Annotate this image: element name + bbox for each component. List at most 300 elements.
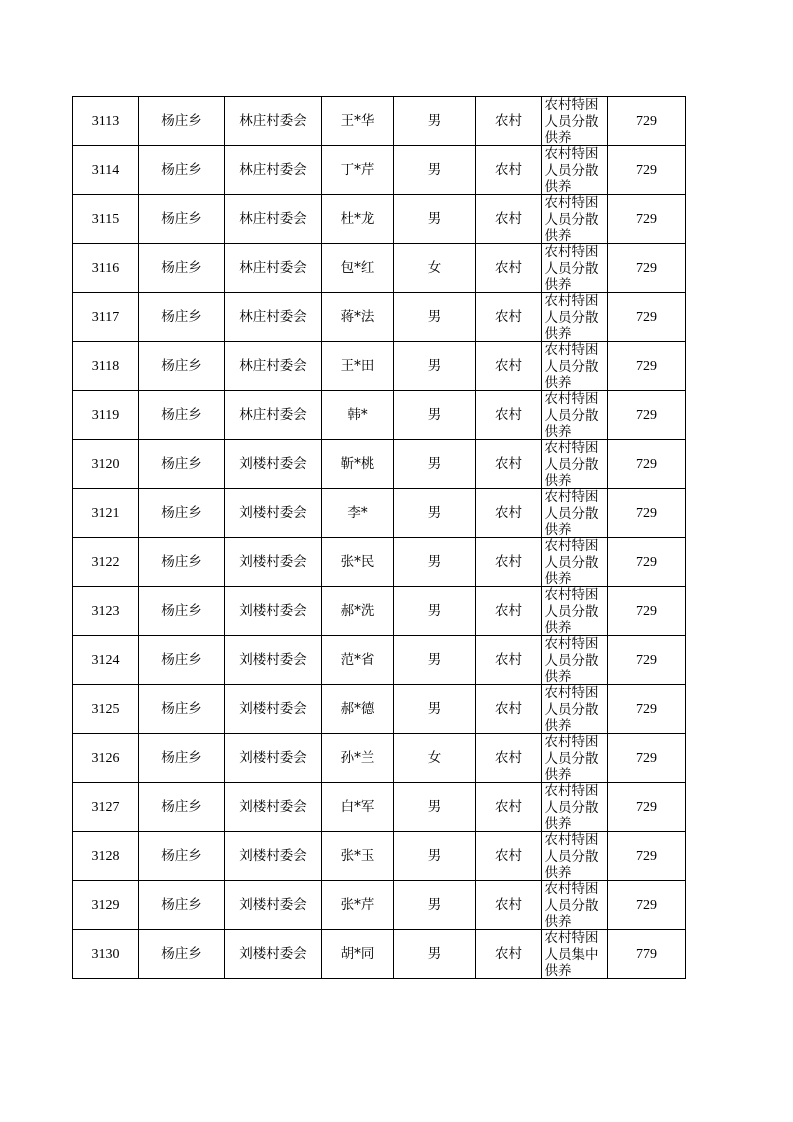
cell-gender-text: 男 — [427, 162, 442, 178]
cell-amount — [608, 832, 686, 881]
cell-amount-text: 729 — [636, 554, 657, 570]
cell-name-text: 范*省 — [340, 652, 375, 668]
cell-township — [139, 685, 225, 734]
cell-village — [225, 391, 322, 440]
table-row — [73, 930, 686, 979]
cell-village — [225, 685, 322, 734]
cell-township — [139, 636, 225, 685]
cell-village — [225, 832, 322, 881]
category-text: 农村特困人员分散供养 — [544, 685, 599, 732]
cell-village — [225, 930, 322, 979]
cell-amount — [608, 685, 686, 734]
table-row — [73, 832, 686, 881]
category-text: 农村特困人员分散供养 — [544, 244, 599, 291]
cell-amount — [608, 783, 686, 832]
category-text: 农村特困人员分散供养 — [544, 146, 599, 193]
cell-village-text: 刘楼村委会 — [239, 603, 307, 619]
cell-name — [322, 391, 394, 440]
cell-id-text: 3115 — [91, 211, 120, 227]
cell-category — [542, 587, 608, 636]
cell-amount-text: 729 — [636, 162, 657, 178]
cell-id — [73, 489, 139, 538]
cell-area-text: 农村 — [495, 113, 522, 129]
cell-name — [322, 244, 394, 293]
cell-village-text: 林庄村委会 — [239, 113, 307, 129]
cell-name-text: 蒋*法 — [340, 309, 375, 325]
cell-category — [542, 440, 608, 489]
cell-village-text: 刘楼村委会 — [239, 799, 307, 815]
table-row — [73, 440, 686, 489]
cell-id-text: 3113 — [91, 113, 120, 129]
cell-id — [73, 734, 139, 783]
cell-name-text: 李* — [347, 505, 368, 521]
cell-name-text: 杜*龙 — [340, 211, 375, 227]
cell-amount-text: 729 — [636, 848, 657, 864]
cell-township-text: 杨庄乡 — [161, 848, 202, 864]
cell-gender — [394, 342, 476, 391]
cell-area-text: 农村 — [495, 750, 522, 766]
cell-village — [225, 636, 322, 685]
cell-village — [225, 244, 322, 293]
cell-area — [476, 97, 542, 146]
cell-name-text: 郝*洗 — [340, 603, 375, 619]
cell-gender — [394, 734, 476, 783]
cell-township — [139, 832, 225, 881]
cell-id — [73, 538, 139, 587]
cell-village-text: 林庄村委会 — [239, 260, 307, 276]
cell-name-text: 丁*芹 — [340, 162, 375, 178]
cell-gender-text: 男 — [427, 799, 442, 815]
cell-village — [225, 440, 322, 489]
table-row — [73, 293, 686, 342]
cell-gender — [394, 293, 476, 342]
cell-name — [322, 587, 394, 636]
cell-township — [139, 783, 225, 832]
cell-township-text: 杨庄乡 — [161, 113, 202, 129]
cell-id — [73, 195, 139, 244]
cell-township — [139, 244, 225, 293]
cell-category — [542, 930, 608, 979]
cell-area — [476, 146, 542, 195]
cell-area-text: 农村 — [495, 309, 522, 325]
cell-township-text: 杨庄乡 — [161, 358, 202, 374]
cell-area-text: 农村 — [495, 701, 522, 717]
cell-gender — [394, 881, 476, 930]
cell-name-text: 韩* — [347, 407, 368, 423]
cell-gender-text: 男 — [427, 407, 442, 423]
cell-id-text: 3119 — [91, 407, 120, 423]
cell-area — [476, 440, 542, 489]
cell-name — [322, 930, 394, 979]
cell-village-text: 林庄村委会 — [239, 309, 307, 325]
cell-name-text: 靳*桃 — [340, 456, 375, 472]
cell-name-text: 王*田 — [340, 358, 375, 374]
cell-amount-text: 729 — [636, 407, 657, 423]
cell-category — [542, 636, 608, 685]
category-text: 农村特困人员分散供养 — [544, 734, 599, 781]
table-row — [73, 734, 686, 783]
cell-id — [73, 930, 139, 979]
cell-village — [225, 293, 322, 342]
cell-id-text: 3121 — [91, 505, 120, 521]
cell-category — [542, 293, 608, 342]
category-text: 农村特困人员分散供养 — [544, 538, 599, 585]
cell-amount-text: 779 — [636, 946, 657, 962]
cell-area — [476, 244, 542, 293]
cell-amount — [608, 342, 686, 391]
table-row — [73, 636, 686, 685]
cell-area — [476, 489, 542, 538]
table-row — [73, 489, 686, 538]
cell-village — [225, 783, 322, 832]
cell-township-text: 杨庄乡 — [161, 946, 202, 962]
cell-name — [322, 636, 394, 685]
table-row — [73, 342, 686, 391]
category-text: 农村特困人员分散供养 — [544, 293, 599, 340]
cell-township — [139, 195, 225, 244]
cell-area — [476, 587, 542, 636]
cell-gender — [394, 391, 476, 440]
cell-id — [73, 783, 139, 832]
cell-name — [322, 97, 394, 146]
cell-gender-text: 女 — [427, 750, 442, 766]
cell-name-text: 胡*同 — [340, 946, 375, 962]
cell-amount-text: 729 — [636, 113, 657, 129]
cell-amount-text: 729 — [636, 652, 657, 668]
cell-id-text: 3130 — [91, 946, 120, 962]
cell-village — [225, 489, 322, 538]
cell-township-text: 杨庄乡 — [161, 603, 202, 619]
cell-area — [476, 930, 542, 979]
cell-village-text: 林庄村委会 — [239, 211, 307, 227]
cell-township-text: 杨庄乡 — [161, 652, 202, 668]
cell-name — [322, 734, 394, 783]
cell-gender-text: 女 — [427, 260, 442, 276]
cell-name-text: 张*芹 — [340, 897, 375, 913]
cell-name-text: 白*军 — [340, 799, 375, 815]
cell-gender-text: 男 — [427, 554, 442, 570]
cell-area — [476, 734, 542, 783]
cell-category — [542, 685, 608, 734]
cell-amount-text: 729 — [636, 603, 657, 619]
cell-id — [73, 881, 139, 930]
category-text: 农村特困人员分散供养 — [544, 587, 599, 634]
cell-area-text: 农村 — [495, 260, 522, 276]
category-text: 农村特困人员分散供养 — [544, 832, 599, 879]
cell-name — [322, 440, 394, 489]
cell-name — [322, 685, 394, 734]
cell-category — [542, 881, 608, 930]
cell-township-text: 杨庄乡 — [161, 799, 202, 815]
cell-amount-text: 729 — [636, 701, 657, 717]
cell-id-text: 3116 — [91, 260, 120, 276]
cell-township-text: 杨庄乡 — [161, 309, 202, 325]
records-table — [72, 96, 686, 979]
category-text: 农村特困人员分散供养 — [544, 391, 599, 438]
cell-amount-text: 729 — [636, 897, 657, 913]
cell-village-text: 林庄村委会 — [239, 358, 307, 374]
cell-id — [73, 636, 139, 685]
cell-township-text: 杨庄乡 — [161, 897, 202, 913]
cell-amount — [608, 97, 686, 146]
cell-area-text: 农村 — [495, 554, 522, 570]
cell-id — [73, 342, 139, 391]
cell-id — [73, 685, 139, 734]
cell-gender — [394, 97, 476, 146]
cell-category — [542, 97, 608, 146]
category-text: 农村特困人员分散供养 — [544, 636, 599, 683]
cell-amount — [608, 489, 686, 538]
cell-village-text: 刘楼村委会 — [239, 848, 307, 864]
cell-amount — [608, 391, 686, 440]
cell-amount — [608, 587, 686, 636]
table-row — [73, 685, 686, 734]
table-row — [73, 881, 686, 930]
cell-name-text: 张*民 — [340, 554, 375, 570]
cell-gender — [394, 832, 476, 881]
cell-area — [476, 342, 542, 391]
cell-gender-text: 男 — [427, 652, 442, 668]
cell-township — [139, 881, 225, 930]
cell-id — [73, 97, 139, 146]
cell-gender-text: 男 — [427, 211, 442, 227]
cell-area-text: 农村 — [495, 162, 522, 178]
cell-name-text: 张*玉 — [340, 848, 375, 864]
cell-amount — [608, 538, 686, 587]
cell-village — [225, 538, 322, 587]
cell-township — [139, 734, 225, 783]
cell-township-text: 杨庄乡 — [161, 554, 202, 570]
cell-id-text: 3120 — [91, 456, 120, 472]
cell-id-text: 3123 — [91, 603, 120, 619]
cell-gender — [394, 538, 476, 587]
cell-gender-text: 男 — [427, 897, 442, 913]
cell-township-text: 杨庄乡 — [161, 505, 202, 521]
cell-amount-text: 729 — [636, 505, 657, 521]
cell-gender-text: 男 — [427, 505, 442, 521]
cell-area-text: 农村 — [495, 652, 522, 668]
cell-name-text: 孙*兰 — [340, 750, 375, 766]
cell-name — [322, 832, 394, 881]
cell-area-text: 农村 — [495, 211, 522, 227]
cell-township — [139, 97, 225, 146]
cell-category — [542, 146, 608, 195]
cell-category — [542, 342, 608, 391]
cell-township-text: 杨庄乡 — [161, 211, 202, 227]
cell-gender — [394, 440, 476, 489]
cell-category — [542, 195, 608, 244]
cell-gender — [394, 783, 476, 832]
category-text: 农村特困人员分散供养 — [544, 489, 599, 536]
cell-id-text: 3117 — [91, 309, 120, 325]
cell-name — [322, 342, 394, 391]
cell-name-text: 王*华 — [340, 113, 375, 129]
cell-gender — [394, 587, 476, 636]
cell-gender — [394, 489, 476, 538]
cell-id-text: 3127 — [91, 799, 120, 815]
cell-name — [322, 881, 394, 930]
records-body — [73, 97, 686, 979]
cell-area — [476, 636, 542, 685]
cell-gender-text: 男 — [427, 946, 442, 962]
cell-id-text: 3126 — [91, 750, 120, 766]
cell-id — [73, 587, 139, 636]
cell-village — [225, 342, 322, 391]
cell-township-text: 杨庄乡 — [161, 407, 202, 423]
cell-amount — [608, 293, 686, 342]
cell-village — [225, 146, 322, 195]
category-text: 农村特困人员分散供养 — [544, 342, 599, 389]
cell-gender-text: 男 — [427, 358, 442, 374]
cell-category — [542, 538, 608, 587]
table-row — [73, 146, 686, 195]
cell-township — [139, 489, 225, 538]
cell-area-text: 农村 — [495, 505, 522, 521]
cell-township-text: 杨庄乡 — [161, 701, 202, 717]
table-row — [73, 391, 686, 440]
cell-area — [476, 391, 542, 440]
cell-id-text: 3125 — [91, 701, 120, 717]
category-text: 农村特困人员集中供养 — [544, 930, 599, 977]
cell-area-text: 农村 — [495, 799, 522, 815]
cell-amount — [608, 244, 686, 293]
cell-township — [139, 293, 225, 342]
table-row — [73, 587, 686, 636]
cell-gender-text: 男 — [427, 848, 442, 864]
cell-gender — [394, 195, 476, 244]
cell-amount-text: 729 — [636, 260, 657, 276]
cell-village — [225, 734, 322, 783]
cell-category — [542, 832, 608, 881]
cell-name — [322, 293, 394, 342]
cell-township — [139, 440, 225, 489]
cell-area-text: 农村 — [495, 407, 522, 423]
category-text: 农村特困人员分散供养 — [544, 195, 599, 242]
cell-area-text: 农村 — [495, 603, 522, 619]
cell-name — [322, 195, 394, 244]
cell-gender — [394, 930, 476, 979]
cell-village-text: 刘楼村委会 — [239, 750, 307, 766]
cell-village — [225, 587, 322, 636]
cell-id — [73, 440, 139, 489]
category-text: 农村特困人员分散供养 — [544, 881, 599, 928]
cell-township — [139, 342, 225, 391]
cell-village-text: 刘楼村委会 — [239, 505, 307, 521]
cell-gender — [394, 244, 476, 293]
cell-gender — [394, 685, 476, 734]
cell-amount-text: 729 — [636, 750, 657, 766]
cell-township-text: 杨庄乡 — [161, 456, 202, 472]
cell-village-text: 刘楼村委会 — [239, 456, 307, 472]
cell-village-text: 刘楼村委会 — [239, 701, 307, 717]
cell-area — [476, 538, 542, 587]
cell-id-text: 3114 — [91, 162, 120, 178]
table-row — [73, 195, 686, 244]
cell-category — [542, 783, 608, 832]
cell-township-text: 杨庄乡 — [161, 260, 202, 276]
cell-amount-text: 729 — [636, 358, 657, 374]
cell-village-text: 林庄村委会 — [239, 407, 307, 423]
cell-name — [322, 783, 394, 832]
cell-amount — [608, 440, 686, 489]
cell-township — [139, 930, 225, 979]
cell-gender-text: 男 — [427, 456, 442, 472]
table-row — [73, 538, 686, 587]
cell-id — [73, 293, 139, 342]
cell-village — [225, 97, 322, 146]
cell-amount — [608, 195, 686, 244]
cell-category — [542, 734, 608, 783]
cell-township — [139, 146, 225, 195]
cell-gender-text: 男 — [427, 701, 442, 717]
cell-amount-text: 729 — [636, 211, 657, 227]
cell-amount — [608, 930, 686, 979]
cell-id-text: 3118 — [91, 358, 120, 374]
cell-area-text: 农村 — [495, 456, 522, 472]
cell-area — [476, 881, 542, 930]
cell-township — [139, 538, 225, 587]
cell-name — [322, 146, 394, 195]
cell-category — [542, 244, 608, 293]
cell-id-text: 3124 — [91, 652, 120, 668]
cell-village-text: 刘楼村委会 — [239, 554, 307, 570]
cell-village — [225, 881, 322, 930]
cell-township — [139, 587, 225, 636]
cell-township-text: 杨庄乡 — [161, 750, 202, 766]
cell-gender-text: 男 — [427, 113, 442, 129]
cell-amount — [608, 881, 686, 930]
cell-gender — [394, 636, 476, 685]
cell-gender — [394, 146, 476, 195]
cell-id — [73, 244, 139, 293]
category-text: 农村特困人员分散供养 — [544, 440, 599, 487]
cell-area-text: 农村 — [495, 897, 522, 913]
cell-category — [542, 489, 608, 538]
cell-village-text: 林庄村委会 — [239, 162, 307, 178]
cell-id-text: 3128 — [91, 848, 120, 864]
cell-township — [139, 391, 225, 440]
cell-amount — [608, 146, 686, 195]
table-row — [73, 244, 686, 293]
cell-category — [542, 391, 608, 440]
cell-area — [476, 832, 542, 881]
cell-area-text: 农村 — [495, 848, 522, 864]
cell-id — [73, 146, 139, 195]
cell-area — [476, 293, 542, 342]
cell-name-text: 包*红 — [340, 260, 375, 276]
cell-area — [476, 195, 542, 244]
cell-id-text: 3122 — [91, 554, 120, 570]
cell-gender-text: 男 — [427, 603, 442, 619]
table-row — [73, 783, 686, 832]
cell-amount-text: 729 — [636, 309, 657, 325]
cell-village — [225, 195, 322, 244]
cell-amount — [608, 636, 686, 685]
cell-id — [73, 391, 139, 440]
cell-area — [476, 783, 542, 832]
cell-area — [476, 685, 542, 734]
cell-id-text: 3129 — [91, 897, 120, 913]
cell-village-text: 刘楼村委会 — [239, 652, 307, 668]
cell-area-text: 农村 — [495, 946, 522, 962]
cell-village-text: 刘楼村委会 — [239, 946, 307, 962]
cell-village-text: 刘楼村委会 — [239, 897, 307, 913]
cell-township-text: 杨庄乡 — [161, 162, 202, 178]
cell-gender-text: 男 — [427, 309, 442, 325]
cell-amount-text: 729 — [636, 799, 657, 815]
table-row — [73, 97, 686, 146]
cell-amount-text: 729 — [636, 456, 657, 472]
